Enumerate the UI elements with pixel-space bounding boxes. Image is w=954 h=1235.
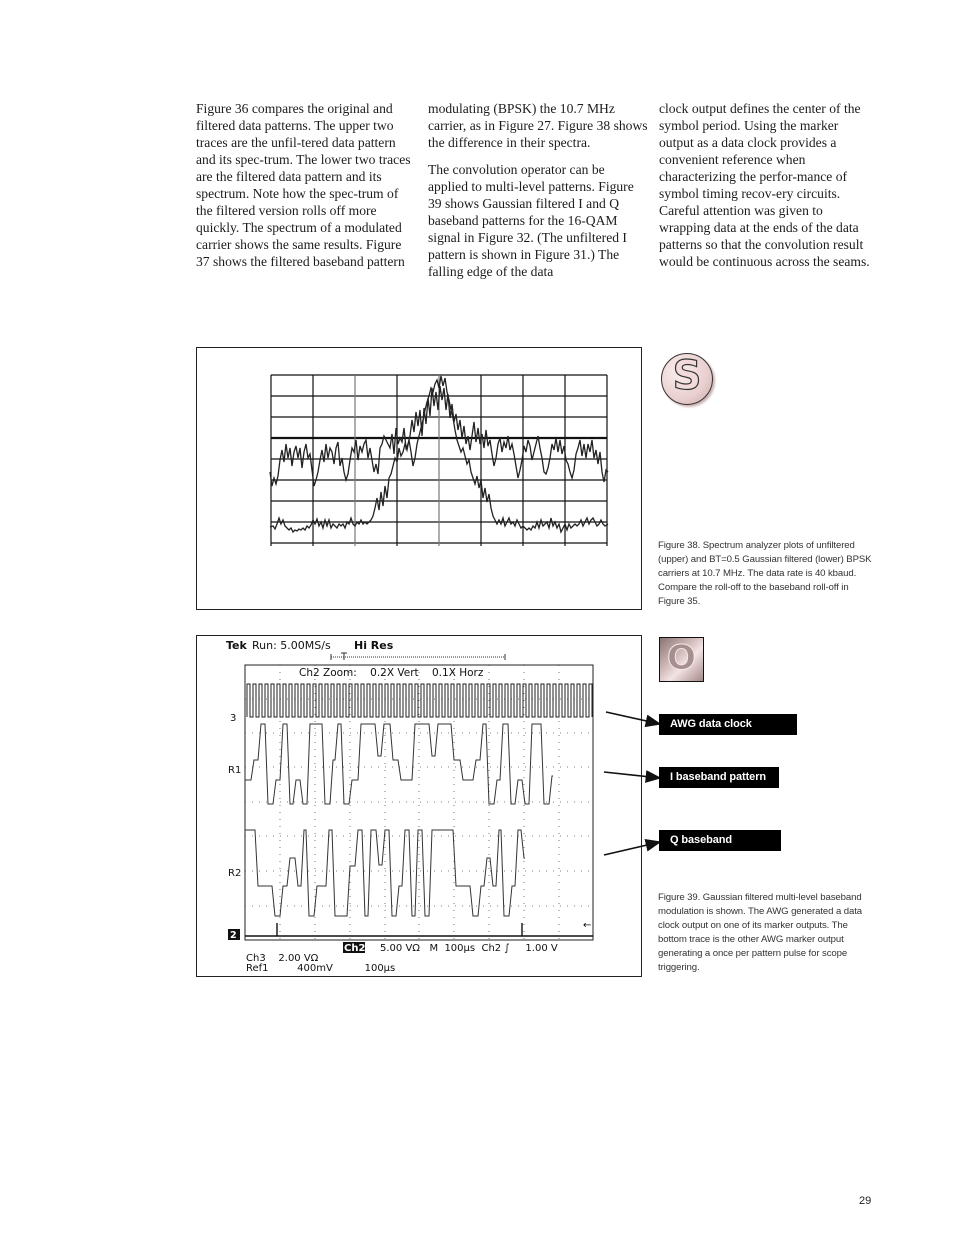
callout-q-baseband: Q baseband pattern <box>659 830 781 851</box>
scope-run-status: Run: 5.00MS/s <box>252 639 331 652</box>
i-baseband-trace <box>245 724 553 804</box>
o-badge-letter: O <box>667 638 696 678</box>
spectrum-graticule <box>197 348 641 609</box>
body-paragraph: The convolution operator can be applied to multi-level patterns. Figure 39 shows Gaussian filtered I and Q baseband patterns for the 16-QAM signal in Figure 32. (The unfiltered I pattern is shown in Figure 31.) The falling edge of the data <box>428 162 634 279</box>
o-badge-icon <box>659 637 704 682</box>
body-column-1 <box>196 100 414 280</box>
ch2-marker: 2 <box>230 930 237 941</box>
callout-arrows <box>596 700 666 870</box>
scope-brand: Tek <box>226 639 247 652</box>
r1-marker: R1 <box>228 765 242 776</box>
r2-marker: R2 <box>228 868 242 879</box>
status-channel-badge: Ch2 <box>344 943 366 954</box>
trigger-level-arrow-icon: ← <box>583 920 592 931</box>
figure-39-caption: Figure 39. Gaussian filtered multi-level baseband modulation is shown. The AWG generated a data clock output on one of its marker outputs. The bottom trace is the other AWG marker output generating a once per pattern pulse for scope triggering. <box>658 892 863 973</box>
body-column-3 <box>659 100 874 280</box>
status-line-1: 5.00 VΩ M 100µs Ch2 ∫ 1.00 V <box>380 943 558 954</box>
status-line-2: Ch3 2.00 VΩ <box>246 953 319 964</box>
figure-38-caption: Figure 38. Spectrum analyzer plots of unfiltered (upper) and BT=0.5 Gaussian filtered (lower) BPSK carriers at 10.7 MHz. The data rate is 40 kbaud. Compare the roll-off to the baseband roll-off in Figure 35. <box>658 540 872 607</box>
scope-mode: Hi Res <box>354 639 394 652</box>
page-number: 29 <box>859 1195 872 1207</box>
body-paragraph: clock output defines the center of the symbol period. Using the marker output as a data clock provides a convenient reference when characterizing the perfor-mance of symbol timing recov-ery circuits. Careful attention was given to wrapping data at the ends of the data patterns so that the convolution result would be continuous across the seams. <box>659 101 870 269</box>
arrow-i-icon <box>604 772 660 778</box>
ch3-marker: 3 <box>230 713 237 724</box>
scope-screen <box>197 636 641 976</box>
arrow-q-icon <box>604 842 660 855</box>
body-column-2 <box>428 100 648 290</box>
clock-trace <box>247 684 592 717</box>
arrow-awg-icon <box>606 712 660 724</box>
s-badge-letter: S <box>672 353 702 399</box>
body-paragraph: Figure 36 compares the original and filtered data patterns. The upper two traces are the unfil-tered data pattern and its spec-trum. The lower two traces are the filtered data pattern and its spectrum. Note how the spec-trum of the filtered version rolls off more quickly. The spectrum of a modulated carrier shows the same results. Figure 37 shows the filtered baseband pattern <box>196 101 411 269</box>
callout-i-baseband: I baseband pattern <box>659 767 779 788</box>
s-badge-icon <box>661 353 713 405</box>
scope-zoom-info: Ch2 Zoom: 0.2X Vert 0.1X Horz <box>299 667 484 679</box>
body-paragraph: modulating (BPSK) the 10.7 MHz carrier, as in Figure 27. Figure 38 shows the difference in their spectra. <box>428 101 648 150</box>
figure-38-spectrum-plot <box>196 347 642 610</box>
figure-39-oscilloscope <box>196 635 642 977</box>
callout-awg-data-clock: AWG data clock output <box>659 714 797 735</box>
trigger-position-bracket <box>331 653 505 660</box>
status-line-3: Ref1 400mV 100µs <box>246 963 396 974</box>
